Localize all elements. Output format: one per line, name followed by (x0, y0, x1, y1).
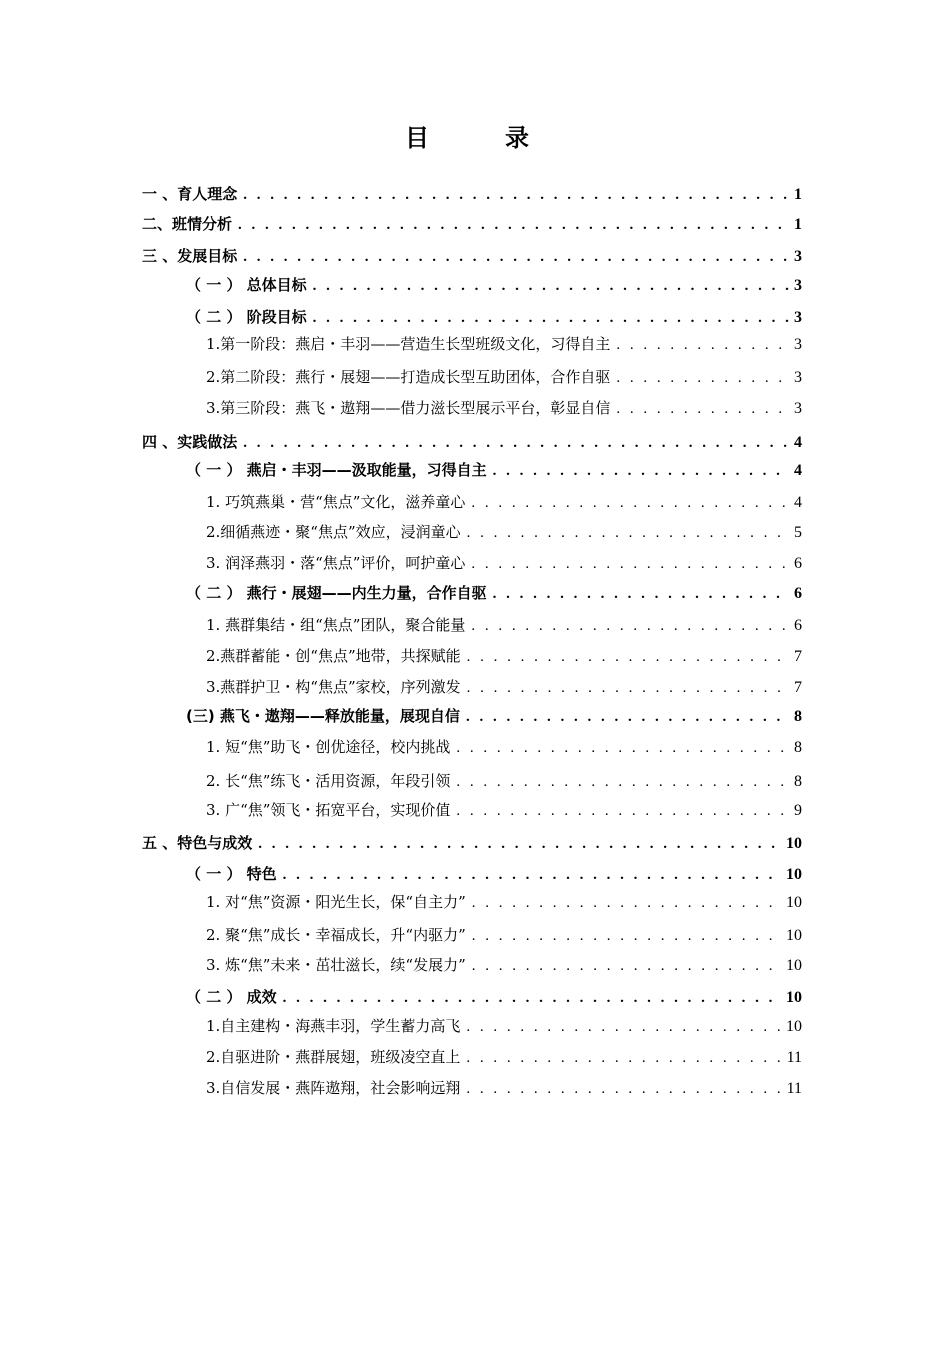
toc-entry-label: 3.自信发展・燕阵遨翔，社会影响远翔 (206, 1079, 461, 1097)
toc-entry-label: 一 、育人理念 (142, 185, 238, 203)
toc-entry-level-2[interactable] (186, 986, 802, 1008)
toc-entry-label: 2.燕群蓄能・创“焦点”地带，共探赋能 (206, 647, 461, 665)
toc-entry-level-1[interactable] (142, 832, 802, 854)
toc-leader-dots (456, 737, 790, 759)
toc-entry-page-number: 6 (794, 617, 802, 634)
toc-entry-label: 1.自主建构・海燕丰羽，学生蓄力高飞 (206, 1017, 461, 1035)
toc-entry-label: 二、班情分析 (142, 215, 233, 233)
toc-entry-label: 四 、实践做法 (142, 433, 238, 451)
toc-entry-level-3[interactable] (206, 1015, 802, 1037)
toc-entry-page-number: 10 (786, 835, 802, 852)
toc-entry-page-number: 3 (794, 400, 802, 417)
toc-entry-level-1[interactable] (142, 431, 802, 453)
toc-leader-dots (616, 367, 790, 389)
toc-leader-dots (243, 184, 790, 206)
toc-leader-dots (238, 214, 790, 236)
toc-leader-dots (466, 1047, 782, 1069)
toc-entry-page-number: 3 (794, 277, 802, 294)
toc-leader-dots (243, 432, 790, 454)
toc-entry-page-number: 11 (786, 1049, 802, 1066)
toc-leader-dots (466, 1016, 782, 1038)
toc-entry-level-1[interactable] (142, 245, 802, 267)
toc-entry-level-2[interactable] (186, 306, 802, 328)
toc-entry-label: （ 二 ） 燕行・展翅——内生力量，合作自驱 (186, 584, 487, 602)
toc-entry-label: （ 二 ） 阶段目标 (186, 308, 307, 326)
toc-entry-level-3[interactable] (206, 799, 802, 821)
toc-leader-dots (616, 334, 790, 356)
toc-leader-dots (471, 553, 790, 575)
toc-entry-label: 五 、特色与成效 (142, 834, 253, 852)
toc-entry-page-number: 10 (786, 1018, 802, 1035)
toc-leader-dots (456, 800, 790, 822)
toc-entry-level-3[interactable] (206, 770, 802, 792)
toc-entry-page-number: 1 (794, 216, 802, 233)
toc-title: 目 录 (405, 124, 555, 152)
toc-entry-level-3[interactable] (206, 491, 802, 513)
toc-entry-page-number: 8 (794, 739, 802, 756)
toc-entry-page-number: 4 (794, 462, 802, 479)
toc-leader-dots (467, 646, 790, 668)
toc-entry-label: 2.自驱进阶・燕群展翅，班级凌空直上 (206, 1048, 461, 1066)
toc-entry-page-number: 8 (794, 773, 802, 790)
toc-entry-label: 3. 润泽燕羽・落“焦点”评价，呵护童心 (206, 554, 466, 572)
toc-leader-dots (283, 987, 782, 1009)
toc-entry-page-number: 11 (786, 1080, 802, 1097)
toc-entry-level-3[interactable] (206, 366, 802, 388)
toc-leader-dots (456, 771, 790, 793)
toc-entry-page-number: 10 (786, 957, 802, 974)
toc-entry-level-1[interactable] (142, 183, 802, 205)
toc-entry-page-number: 7 (794, 648, 802, 665)
toc-entry-level-3[interactable] (206, 1077, 802, 1099)
toc-leader-dots (471, 615, 790, 637)
toc-entry-page-number: 9 (794, 802, 802, 819)
toc-entry-page-number: 3 (794, 248, 802, 265)
toc-leader-dots (467, 677, 790, 699)
toc-leader-dots (313, 275, 790, 297)
toc-entry-page-number: 3 (794, 369, 802, 386)
toc-entry-label: 三 、发展目标 (142, 247, 238, 265)
toc-leader-dots (472, 892, 782, 914)
toc-entry-label: （ 二 ） 成效 (186, 988, 277, 1006)
toc-entry-page-number: 3 (794, 336, 802, 353)
toc-entry-page-number: 10 (786, 894, 802, 911)
toc-entry-page-number: 5 (794, 524, 802, 541)
toc-entry-label: 1. 对“焦”资源・阳光生长，保“自主力” (206, 893, 466, 911)
toc-entry-label: （ 一 ） 燕启・丰羽——汲取能量，习得自主 (186, 461, 487, 479)
toc-entry-level-3[interactable] (206, 924, 802, 946)
toc-entry-level-3[interactable] (206, 333, 802, 355)
toc-entry-level-3[interactable] (206, 1046, 802, 1068)
toc-leader-dots (616, 398, 790, 420)
toc-entry-level-2[interactable] (186, 274, 802, 296)
toc-entry-label: 3. 广“焦”领飞・拓宽平台，实现价值 (206, 801, 451, 819)
toc-entry-label: 3.第三阶段：燕飞・遨翔——借力滋长型展示平台，彰显自信 (206, 399, 611, 417)
toc-leader-dots (466, 1078, 782, 1100)
toc-entry-label: 3.燕群护卫・构“焦点”家校，序列激发 (206, 678, 461, 696)
toc-entry-page-number: 3 (794, 309, 802, 326)
toc-entry-level-3[interactable] (206, 645, 802, 667)
toc-entry-label: 3. 炼“焦”未来・茁壮滋长，续“发展力” (206, 956, 466, 974)
toc-leader-dots (472, 925, 782, 947)
toc-entry-label: 1. 巧筑燕巢・营“焦点”文化，滋养童心 (206, 493, 466, 511)
toc-entry-page-number: 6 (794, 555, 802, 572)
toc-entry-label: 1. 短“焦”助飞・创优途径，校内挑战 (206, 738, 451, 756)
toc-entry-level-3[interactable] (206, 736, 802, 758)
toc-leader-dots (258, 833, 782, 855)
toc-leader-dots (493, 460, 790, 482)
toc-entry-level-2[interactable] (186, 863, 802, 885)
toc-leader-dots (243, 246, 790, 268)
toc-entry-page-number: 7 (794, 679, 802, 696)
toc-entry-level-3[interactable] (206, 676, 802, 698)
toc-entry-label: (三) 燕飞・遨翔——释放能量，展现自信 (186, 707, 460, 725)
toc-entry-level-3[interactable] (206, 552, 802, 574)
toc-entry-level-3[interactable] (206, 954, 802, 976)
toc-leader-dots (493, 583, 790, 605)
toc-entry-page-number: 10 (786, 866, 802, 883)
toc-entry-label: 1.第一阶段：燕启・丰羽——营造生长型班级文化，习得自主 (206, 335, 611, 353)
toc-entry-page-number: 10 (786, 989, 802, 1006)
toc-entry-level-2[interactable] (186, 705, 802, 727)
toc-entry-level-2[interactable] (186, 459, 802, 481)
toc-entry-page-number: 6 (794, 585, 802, 602)
toc-entry-page-number: 10 (786, 927, 802, 944)
toc-entry-level-3[interactable] (206, 521, 802, 543)
toc-leader-dots (467, 522, 790, 544)
toc-entry-label: 2.细循燕迹・聚“焦点”效应，浸润童心 (206, 523, 461, 541)
toc-entry-page-number: 8 (794, 708, 802, 725)
toc-entry-label: 1. 燕群集结・组“焦点”团队，聚合能量 (206, 616, 466, 634)
toc-entry-page-number: 4 (794, 494, 802, 511)
toc-leader-dots (471, 492, 790, 514)
toc-entry-label: 2. 聚“焦”成长・幸福成长，升“内驱力” (206, 926, 466, 944)
toc-leader-dots (313, 307, 790, 329)
toc-entry-level-3[interactable] (206, 891, 802, 913)
toc-entry-label: （ 一 ） 总体目标 (186, 276, 307, 294)
toc-leader-dots (466, 706, 790, 728)
toc-entry-label: 2. 长“焦”练飞・活用资源，年段引领 (206, 772, 451, 790)
toc-leader-dots (283, 864, 782, 886)
toc-entry-level-3[interactable] (206, 397, 802, 419)
toc-leader-dots (472, 955, 782, 977)
toc-entry-level-3[interactable] (206, 614, 802, 636)
toc-entry-level-1[interactable] (142, 213, 802, 235)
toc-entry-level-2[interactable] (186, 582, 802, 604)
toc-entry-label: （ 一 ） 特色 (186, 865, 277, 883)
toc-entry-page-number: 4 (794, 434, 802, 451)
toc-entry-label: 2.第二阶段：燕行・展翅——打造成长型互助团体，合作自驱 (206, 368, 611, 386)
toc-entry-page-number: 1 (794, 186, 802, 203)
